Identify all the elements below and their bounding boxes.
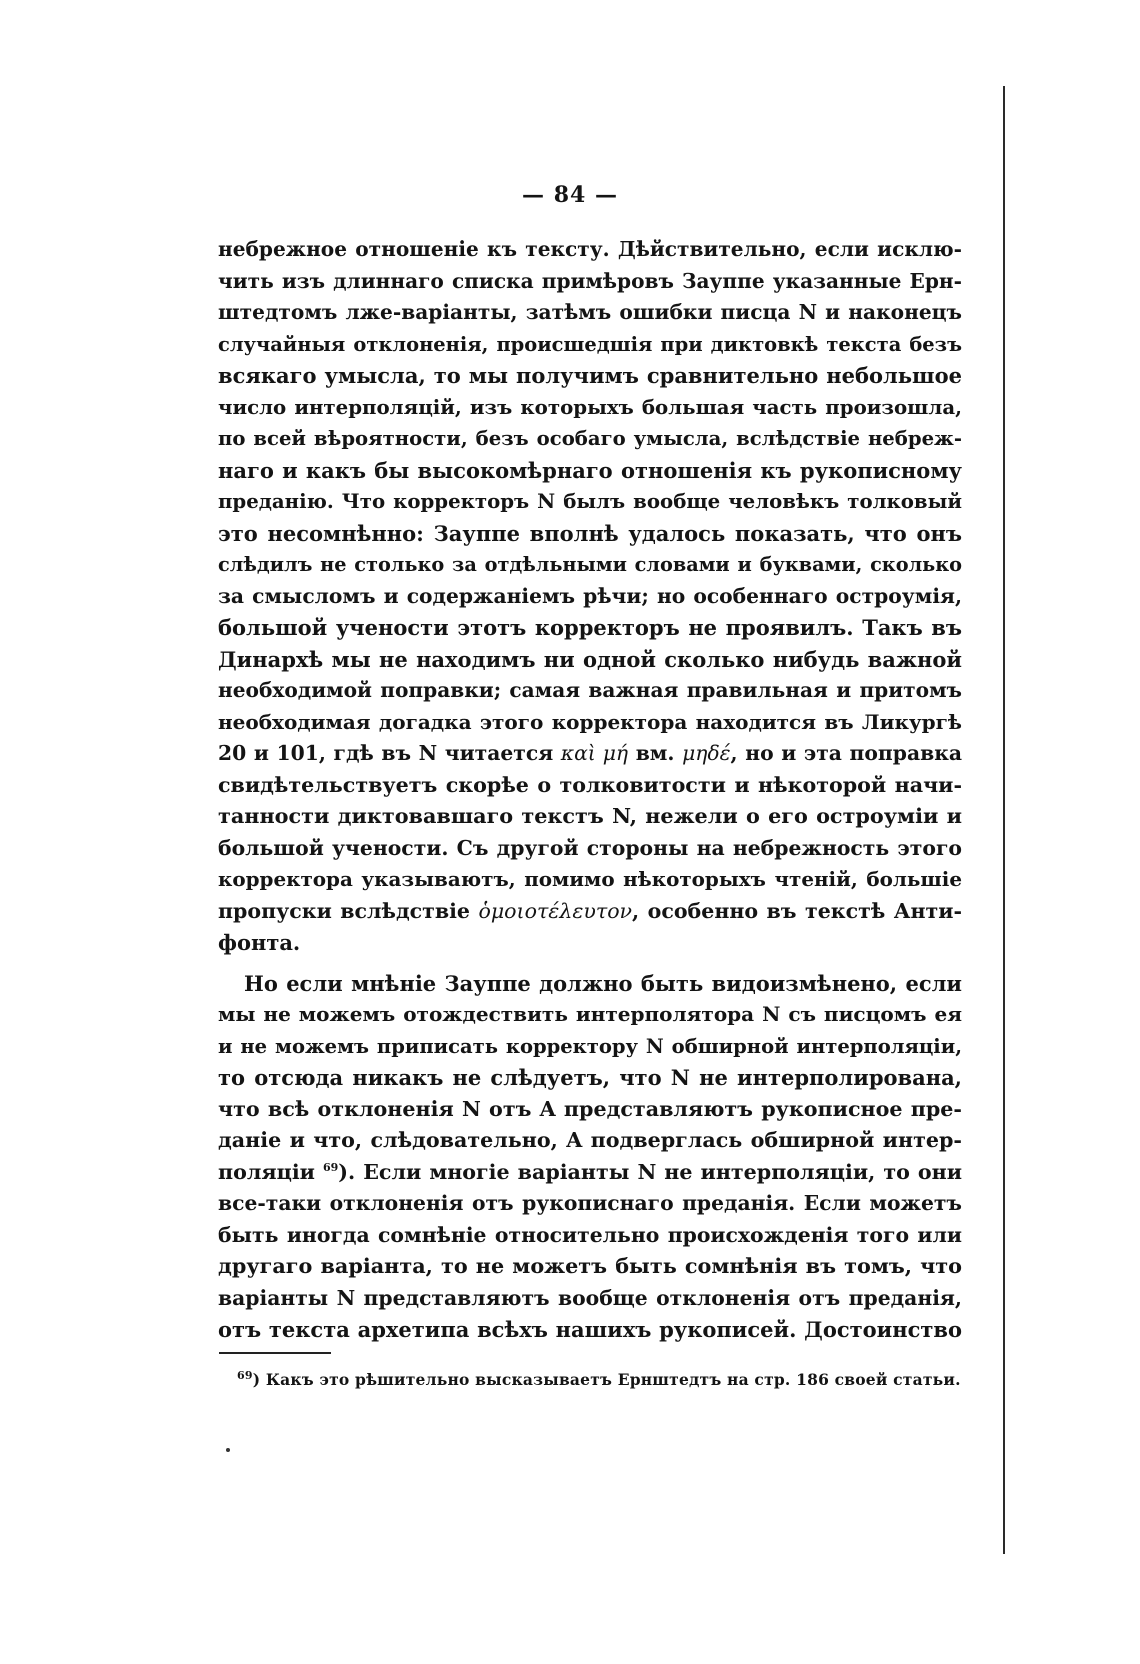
text-line: большой учености этотъ корректоръ не проявилъ. Такъ въ [218, 615, 962, 640]
footnote [237, 1368, 961, 1389]
text-line: большой учености. Съ другой стороны на небрежность этого [218, 835, 962, 860]
page-edge-rule [1003, 86, 1005, 1554]
text-line-with-greek [218, 738, 962, 770]
text-line: штедтомъ лже-варіанты, затѣмъ ошибки писца N и наконецъ [218, 300, 962, 324]
text-line: Но если мнѣніе Зауппе должно быть видоизмѣнено, если [244, 970, 962, 996]
text-line: танности диктовавшаго текстъ N, нежели о его остроуміи и [218, 804, 962, 828]
text-line: другаго варіанта, то не можетъ быть сомнѣнія въ томъ, что [218, 1254, 962, 1278]
text-line: всякаго умысла, то мы получимъ сравнительно небольшое [218, 363, 962, 388]
text-line: это несомнѣнно: Зауппе вполнѣ удалось показать, что онъ [218, 520, 962, 546]
text-line: преданію. Что корректоръ N былъ вообще человѣкъ толковый [218, 489, 962, 513]
text-line: по всей вѣроятности, безъ особаго умысла, вслѣдствіе небреж- [218, 427, 962, 450]
text-line: наго и какъ бы высокомѣрнаго отношенія къ рукописному [218, 457, 962, 483]
text-line-with-greek [218, 896, 962, 928]
paragraph-end-line: фонта. [218, 930, 301, 955]
text-line: за смысломъ и содержаніемъ рѣчи; но особеннаго остроумія, [218, 583, 962, 608]
text-run: вм. [628, 741, 683, 765]
text-line: случайныя отклоненія, происшедшія при диктовкѣ текста безъ [218, 332, 962, 356]
text-line: Динархѣ мы не находимъ ни одной сколько нибудь важной [218, 646, 962, 672]
text-line: быть иногда сомнѣніе относительно происхожденія того или [218, 1222, 962, 1247]
ink-speck [226, 1448, 230, 1452]
text-line: что всѣ отклоненія N отъ Α представляютъ рукописное пре- [218, 1096, 962, 1121]
greek-phrase: ὁμοιοτέλευτον [478, 898, 633, 923]
text-line: варіанты N представляютъ вообще отклоненія отъ преданія, [218, 1285, 962, 1310]
text-line: мы не можемъ отождествить интерполятора N съ писцомъ ея [218, 1002, 962, 1026]
text-line: свидѣтельствуетъ скорѣе о толковитости и нѣкоторой начи- [218, 772, 962, 797]
page-number: — 84 — [522, 182, 618, 208]
text-line: и не можемъ приписать корректору N обширной интерполяціи, [218, 1034, 962, 1058]
text-line-with-footnote-ref [218, 1157, 962, 1189]
text-run: , но и эта поправка [730, 741, 962, 765]
text-line: необходимой поправки; самая важная правильная и притомъ [218, 678, 962, 702]
footnote-marker: 69 [237, 1368, 253, 1382]
footnote-text: ) Какъ это рѣшительно высказываетъ Ернштедтъ на стр. 186 своей статьи. [252, 1370, 961, 1389]
text-line: число интерполяцій, изъ которыхъ большая часть произошла, [218, 394, 962, 419]
text-line: необходимая догадка этого корректора находится въ Ликургѣ [218, 709, 962, 734]
text-line: небрежное отношеніе къ тексту. Дѣйствительно, если исклю- [218, 237, 962, 261]
text-line: даніе и что, слѣдовательно, Α подверглась обширной интер- [218, 1128, 962, 1152]
text-line: отъ текста архетипа всѣхъ нашихъ рукописей. Достоинство [218, 1317, 962, 1342]
text-line: все-таки отклоненія отъ рукописнаго преданія. Если можетъ [218, 1191, 962, 1215]
greek-phrase: μηδέ [682, 741, 731, 765]
text-line: чить изъ длиннаго списка примѣровъ Зауппе указанные Ерн- [218, 268, 962, 293]
text-line: слѣдилъ не столько за отдѣльными словами и буквами, сколько [218, 553, 962, 576]
text-line: то отсюда никакъ не слѣдуетъ, что N не интерполирована, [218, 1065, 962, 1090]
text-line: корректора указываютъ, помимо нѣкоторыхъ чтеній, большіе [218, 867, 962, 891]
text-run: 20 и 101, гдѣ въ N читается [218, 741, 561, 765]
footnote-separator [219, 1352, 331, 1354]
text-run: поляціи [218, 1159, 323, 1184]
text-run: ). Если многіе варіанты N не интерполяціи, то они [338, 1159, 962, 1184]
text-run: пропуски вслѣдствіе [218, 898, 479, 923]
text-run: , особенно въ текстѣ Анти- [632, 898, 962, 923]
footnote-reference: 69 [322, 1160, 339, 1174]
greek-phrase: καὶ μή [560, 741, 629, 765]
body-text [218, 234, 962, 1346]
